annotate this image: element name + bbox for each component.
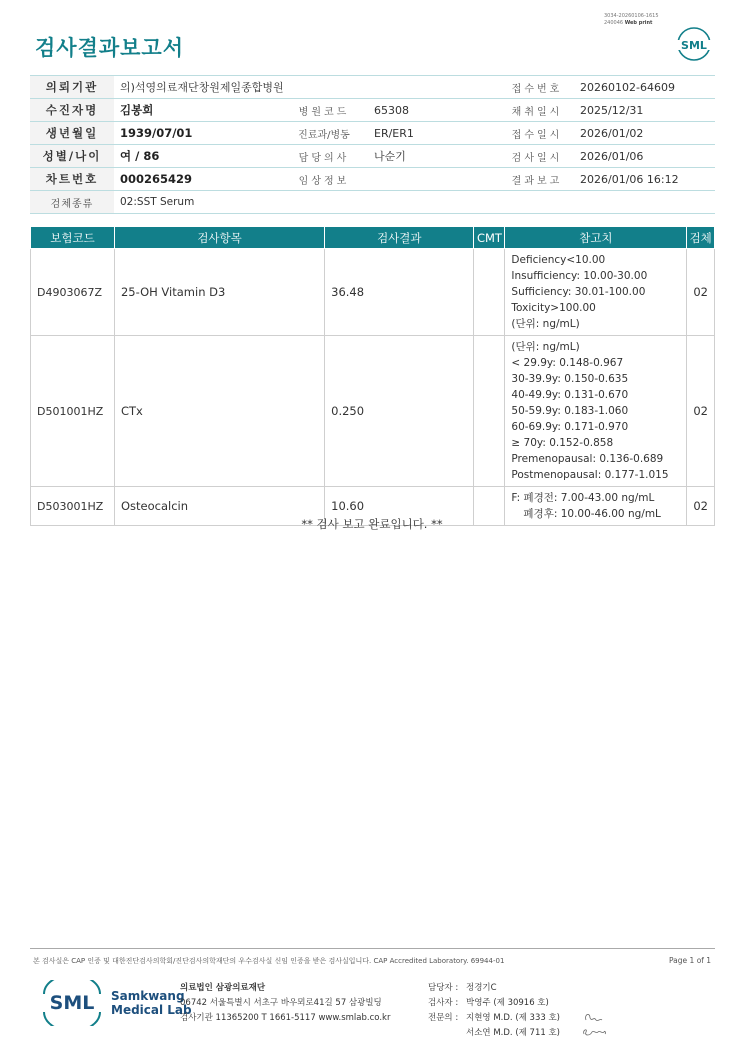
result-value: 36.48 — [325, 249, 474, 336]
sex-age-label: 성별/나이 — [30, 145, 114, 168]
result-reference — [505, 336, 687, 487]
patient-info-table — [30, 75, 715, 214]
staff-manager: 정경기C — [466, 983, 497, 993]
staff-specialist-2: 서소연 M.D. (제 711 호) — [466, 1028, 561, 1038]
result-specimen: 02 — [687, 487, 715, 526]
col-header-code: 보험코드 — [31, 227, 115, 249]
ref-line: Premenopausal: 0.136-0.689 — [511, 453, 664, 465]
signature-icon — [578, 1008, 610, 1040]
hospital-code-value: 65308 — [368, 99, 500, 122]
staff-specialist-1: 지현영 M.D. (제 333 호) — [466, 1013, 561, 1023]
accreditation-note: 본 검사실은 CAP 인증 및 대한진단검사의학회/진단검사의학재단의 우수검사실 신임 인증을 받은 검사실입니다. CAP Accredited Laboratory. 69944-01 — [33, 957, 505, 965]
chart-no-label: 차트번호 — [30, 168, 114, 191]
birth-label: 생년월일 — [30, 122, 114, 145]
result-value: 10.60 — [325, 487, 474, 526]
ref-line: Postmenopausal: 0.177-1.015 — [511, 469, 669, 481]
specimen-label: 검체종류 — [30, 191, 114, 214]
clinical-info-value — [368, 168, 500, 191]
result-code: D4903067Z — [31, 249, 115, 336]
result-row — [31, 249, 715, 336]
ref-line: Insufficiency: 10.00-30.00 — [511, 270, 648, 282]
info-row — [30, 168, 715, 191]
brand-line-1: Samkwang — [111, 989, 185, 1003]
dept-label: 진료과/병동 — [280, 122, 368, 145]
result-item: Osteocalcin — [114, 487, 324, 526]
results-table — [30, 226, 715, 526]
report-complete-note: ** 검사 보고 완료입니다. ** — [301, 517, 443, 531]
ref-line: (단위: ng/mL) — [511, 341, 580, 353]
ref-line: Sufficiency: 30.01-100.00 — [511, 286, 646, 298]
chart-no-value: 000265429 — [114, 168, 280, 191]
ref-line: Toxicity>100.00 — [511, 302, 596, 314]
doctor-label: 담당의사 — [280, 145, 368, 168]
result-code: D501001HZ — [31, 336, 115, 487]
ref-line: (단위: ng/mL) — [511, 318, 580, 330]
info-row — [30, 145, 715, 168]
staff-tester: 박영주 (제 30916 호) — [466, 998, 549, 1008]
result-cmt — [474, 336, 505, 487]
report-title: 검사결과보고서 — [35, 36, 185, 60]
sml-logo-icon — [676, 26, 712, 62]
staff-key-manager: 담당자 : — [428, 983, 459, 993]
sml-logo-text: SML — [681, 39, 707, 52]
clinical-info-label: 임상정보 — [280, 168, 368, 191]
report-date-value: 2026/01/06 16:12 — [574, 168, 715, 191]
col-header-item: 검사항목 — [114, 227, 324, 249]
result-specimen: 02 — [687, 249, 715, 336]
print-code-1: 3034-20260106-1615 — [604, 13, 659, 19]
col-header-cmt: CMT — [474, 227, 505, 249]
collect-date-label: 채취일시 — [500, 99, 574, 122]
request-org-label: 의뢰기관 — [30, 76, 114, 99]
result-code: D503001HZ — [31, 487, 115, 526]
staff-key-tester: 검사자 : — [428, 998, 459, 1008]
info-row — [30, 191, 715, 214]
results-header-row — [31, 227, 715, 249]
info-row — [30, 99, 715, 122]
result-item: CTx — [114, 336, 324, 487]
ref-line: 60-69.9y: 0.171-0.970 — [511, 421, 629, 433]
col-header-result: 검사결과 — [325, 227, 474, 249]
receipt-date-label: 접수일시 — [500, 122, 574, 145]
patient-name-value: 김봉희 — [114, 99, 280, 122]
collect-date-value: 2025/12/31 — [574, 99, 715, 122]
ref-line: 50-59.9y: 0.183-1.060 — [511, 405, 629, 417]
info-row — [30, 76, 715, 99]
brand-line-2: Medical Lab — [111, 1003, 192, 1017]
test-date-label: 검사일시 — [500, 145, 574, 168]
patient-name-label: 수진자명 — [30, 99, 114, 122]
footer-divider — [30, 948, 715, 949]
ref-line: ≥ 70y: 0.152-0.858 — [511, 437, 614, 449]
company-address: 06742 서울특별시 서초구 바우뫼로41길 57 삼광빌딩 — [180, 998, 382, 1008]
print-code — [604, 13, 659, 27]
dept-value: ER/ER1 — [368, 122, 500, 145]
result-specimen: 02 — [687, 336, 715, 487]
receipt-no-value: 20260102-64609 — [574, 76, 715, 99]
result-row — [31, 336, 715, 487]
request-org-value: 의)석영의료재단창원제일종합병원 — [114, 76, 500, 99]
ref-line: 40-49.9y: 0.131-0.670 — [511, 389, 629, 401]
report-date-label: 결과보고 — [500, 168, 574, 191]
samkwang-logo-text: SML — [49, 992, 95, 1014]
company-name: 의료법인 삼광의료재단 — [180, 983, 266, 993]
specimen-value: 02:SST Serum — [114, 191, 715, 214]
ref-line: F: 폐경전: 7.00-43.00 ng/mL — [511, 492, 655, 504]
ref-line: 30-39.9y: 0.150-0.635 — [511, 373, 629, 385]
samkwang-logo-icon — [36, 980, 108, 1026]
test-date-value: 2026/01/06 — [574, 145, 715, 168]
result-cmt — [474, 249, 505, 336]
page-number: Page 1 of 1 — [669, 956, 712, 965]
doctor-value: 나순기 — [368, 145, 500, 168]
result-item: 25-OH Vitamin D3 — [114, 249, 324, 336]
birth-value: 1939/07/01 — [114, 122, 280, 145]
info-row — [30, 122, 715, 145]
col-header-ref: 참고치 — [505, 227, 687, 249]
receipt-no-label: 접수번호 — [500, 76, 574, 99]
result-reference — [505, 249, 687, 336]
company-info — [180, 981, 390, 1026]
sex-age-value: 여 / 86 — [114, 145, 280, 168]
col-header-specimen: 검체 — [687, 227, 715, 249]
staff-info — [428, 981, 560, 1041]
ref-line: < 29.9y: 0.148-0.967 — [511, 357, 624, 369]
staff-key-specialist: 전문의 : — [428, 1013, 459, 1023]
hospital-code-label: 병원코드 — [280, 99, 368, 122]
ref-line: Deficiency<10.00 — [511, 254, 606, 266]
company-contact: 검사기관 11365200 T 1661-5117 www.smlab.co.kr — [180, 1013, 391, 1023]
ref-line: 폐경후: 10.00-46.00 ng/mL — [523, 508, 661, 520]
receipt-date-value: 2026/01/02 — [574, 122, 715, 145]
print-code-2: 240046 — [604, 20, 624, 26]
print-type: Web print — [624, 20, 653, 26]
result-value: 0.250 — [325, 336, 474, 487]
